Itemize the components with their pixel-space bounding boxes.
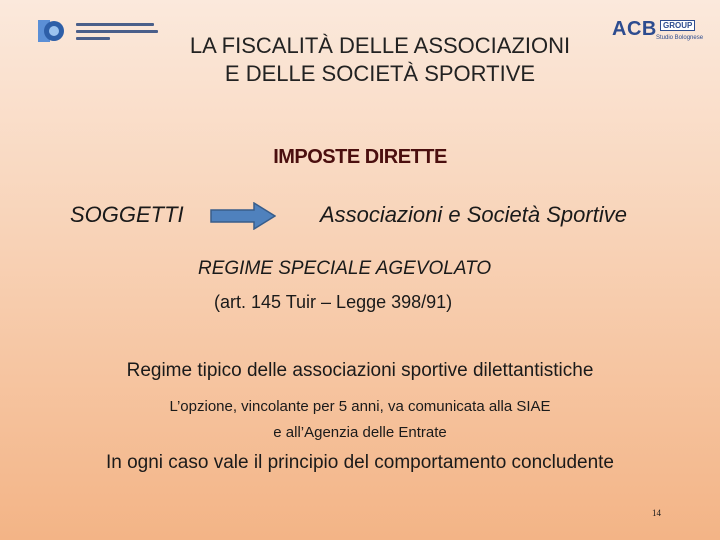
logo-group: GROUP bbox=[660, 20, 695, 31]
opzione-text bbox=[0, 394, 720, 446]
subheading: IMPOSTE DIRETTE bbox=[273, 146, 447, 168]
right-arrow-icon bbox=[210, 202, 276, 230]
regime-name: REGIME SPECIALE AGEVOLATO bbox=[198, 258, 492, 279]
logo-subtitle: Studio Bolognese bbox=[656, 35, 704, 41]
acb-group-logo bbox=[612, 18, 710, 46]
logo-text-lines bbox=[76, 23, 158, 40]
association-logo bbox=[38, 14, 160, 48]
soggetti-label: SOGGETTI bbox=[70, 202, 184, 227]
regime-reference: (art. 145 Tuir – Legge 398/91) bbox=[214, 292, 453, 312]
regime-tipico-text: Regime tipico delle associazioni sportive dilettantistiche bbox=[126, 360, 594, 381]
slide-title bbox=[150, 32, 610, 88]
title-line-2: E DELLE SOCIETÀ SPORTIVE bbox=[224, 61, 536, 86]
page-number: 14 bbox=[652, 508, 661, 518]
opzione-line-1: L’opzione, vincolante per 5 anni, va comunicata alla SIAE bbox=[169, 398, 551, 415]
opzione-line-2: e all’Agenzia delle Entrate bbox=[273, 424, 447, 441]
soggetti-target: Associazioni e Società Sportive bbox=[320, 202, 627, 227]
logo-brand: ACB bbox=[612, 18, 657, 40]
title-line-1: LA FISCALITÀ DELLE ASSOCIAZIONI bbox=[189, 33, 571, 58]
association-logo-icon bbox=[38, 16, 68, 46]
conclusione-text: In ogni caso vale il principio del comportamento concludente bbox=[105, 452, 615, 473]
